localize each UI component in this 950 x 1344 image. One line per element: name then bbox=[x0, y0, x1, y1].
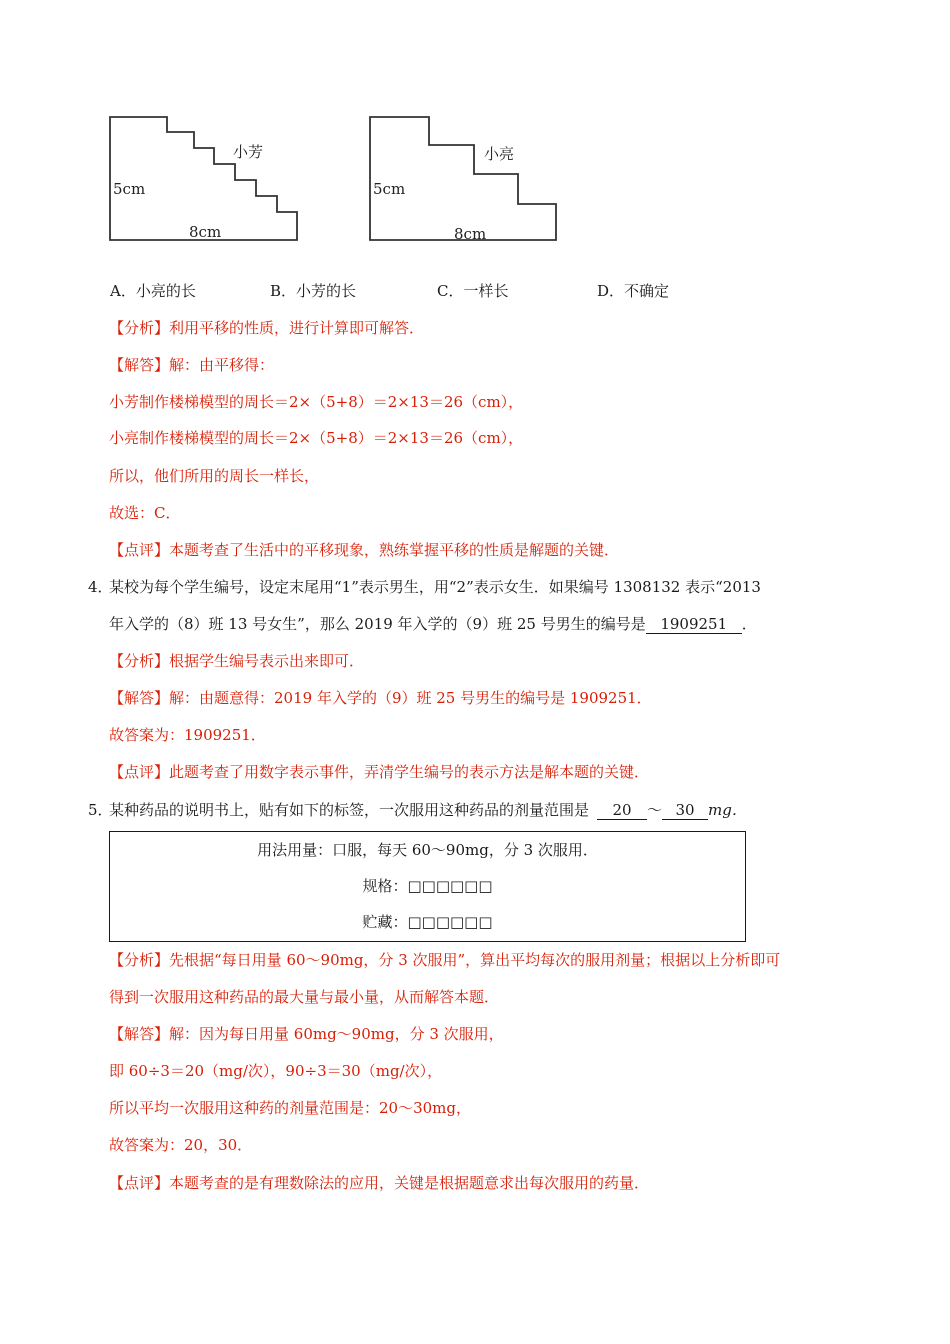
q3-solution-line: 故选：C． bbox=[109, 504, 181, 522]
q4-stem-line1: 某校为每个学生编号，设定末尾用“1”表示男生，用“2”表示女生．如果编号 1308132 表示“2013 bbox=[109, 578, 761, 596]
xiaofang-height-label: 5cm bbox=[113, 180, 146, 198]
label-spec: 规格：□□□□□□ bbox=[362, 877, 493, 895]
q5-answer1-blank: 20 bbox=[597, 801, 647, 820]
q4-final-answer: 故答案为：1909251． bbox=[109, 726, 266, 744]
staircase-xiaoliang-outline bbox=[370, 117, 556, 240]
q3-solution-line: 小芳制作楼梯模型的周长＝2×（5+8）＝2×13＝26（cm）， bbox=[109, 393, 524, 411]
q4-stem-prefix: 年入学的（8）班 13 号女生”，那么 2019 年入学的（9）班 25 号男生的编号是 bbox=[109, 615, 646, 633]
staircase-xiaofang-outline bbox=[110, 117, 297, 240]
option-a: A．小亮的长 bbox=[110, 282, 196, 300]
q5-solution-line: 【解答】解：因为每日用量 60mg～90mg，分 3 次服用， bbox=[109, 1025, 504, 1043]
q3-solution-line: 【解答】解：由平移得： bbox=[109, 356, 275, 374]
xiaofang-name-label: 小芳 bbox=[233, 143, 264, 161]
q5-solution-line: 故答案为：20，30． bbox=[109, 1136, 253, 1154]
q5-stem-prefix: 某种药品的说明书上，贴有如下的标签，一次服用这种药品的剂量范围是 bbox=[109, 801, 590, 819]
q5-analysis-line2: 得到一次服用这种药品的最大量与最小量，从而解答本题． bbox=[109, 988, 500, 1006]
q3-solution-line: 所以，他们所用的周长一样长， bbox=[109, 467, 320, 485]
option-d: D．不确定 bbox=[597, 282, 670, 300]
label-dosage: 用法用量：口服，每天 60～90mg，分 3 次服用． bbox=[257, 841, 598, 859]
option-b: B．小芳的长 bbox=[270, 282, 357, 300]
xiaoliang-width-label: 8cm bbox=[454, 225, 487, 243]
q5-solution-line: 即 60÷3＝20（mg/次），90÷3＝30（mg/次）， bbox=[109, 1062, 443, 1080]
q3-comment: 【点评】本题考查了生活中的平移现象，熟练掌握平移的性质是解题的关键． bbox=[109, 541, 620, 559]
xiaoliang-name-label: 小亮 bbox=[484, 145, 515, 163]
q4-solution: 【解答】解：由题意得：2019 年入学的（9）班 25 号男生的编号是 1909251． bbox=[109, 689, 652, 707]
q3-solution-line: 小亮制作楼梯模型的周长＝2×（5+8）＝2×13＝26（cm）， bbox=[109, 429, 524, 447]
q5-solution-line: 所以平均一次服用这种药的剂量范围是：20～30mg， bbox=[109, 1099, 472, 1117]
q4-analysis: 【分析】根据学生编号表示出来即可． bbox=[109, 652, 365, 670]
option-c: C．一样长 bbox=[437, 282, 509, 300]
q5-tilde: ～ bbox=[647, 801, 663, 819]
q4-number: 4． bbox=[88, 578, 113, 596]
q4-answer-blank: 1909251 bbox=[646, 615, 742, 634]
q4-stem-line2 bbox=[109, 614, 757, 634]
q4-stem-suffix: ． bbox=[741, 615, 757, 633]
q5-comment: 【点评】本题考查的是有理数除法的应用，关键是根据题意求出每次服用的药量． bbox=[109, 1174, 650, 1192]
xiaoliang-height-label: 5cm bbox=[373, 180, 406, 198]
q5-stem bbox=[109, 800, 747, 820]
xiaofang-width-label: 8cm bbox=[189, 223, 222, 241]
label-storage: 贮藏：□□□□□□ bbox=[362, 913, 493, 931]
q5-number: 5． bbox=[88, 801, 113, 819]
q5-stem-suffix: mg． bbox=[708, 801, 747, 819]
q5-answer2-blank: 30 bbox=[662, 801, 708, 820]
staircase-figures bbox=[0, 0, 950, 270]
q5-analysis-line1: 【分析】先根据“每日用量 60～90mg，分 3 次服用”，算出平均每次的服用剂量；根据以上分析即可 bbox=[109, 951, 781, 969]
q4-comment: 【点评】此题考查了用数字表示事件，弄清学生编号的表示方法是解本题的关键． bbox=[109, 763, 650, 781]
medicine-label-box bbox=[109, 831, 746, 942]
q3-analysis: 【分析】利用平移的性质，进行计算即可解答． bbox=[109, 319, 425, 337]
